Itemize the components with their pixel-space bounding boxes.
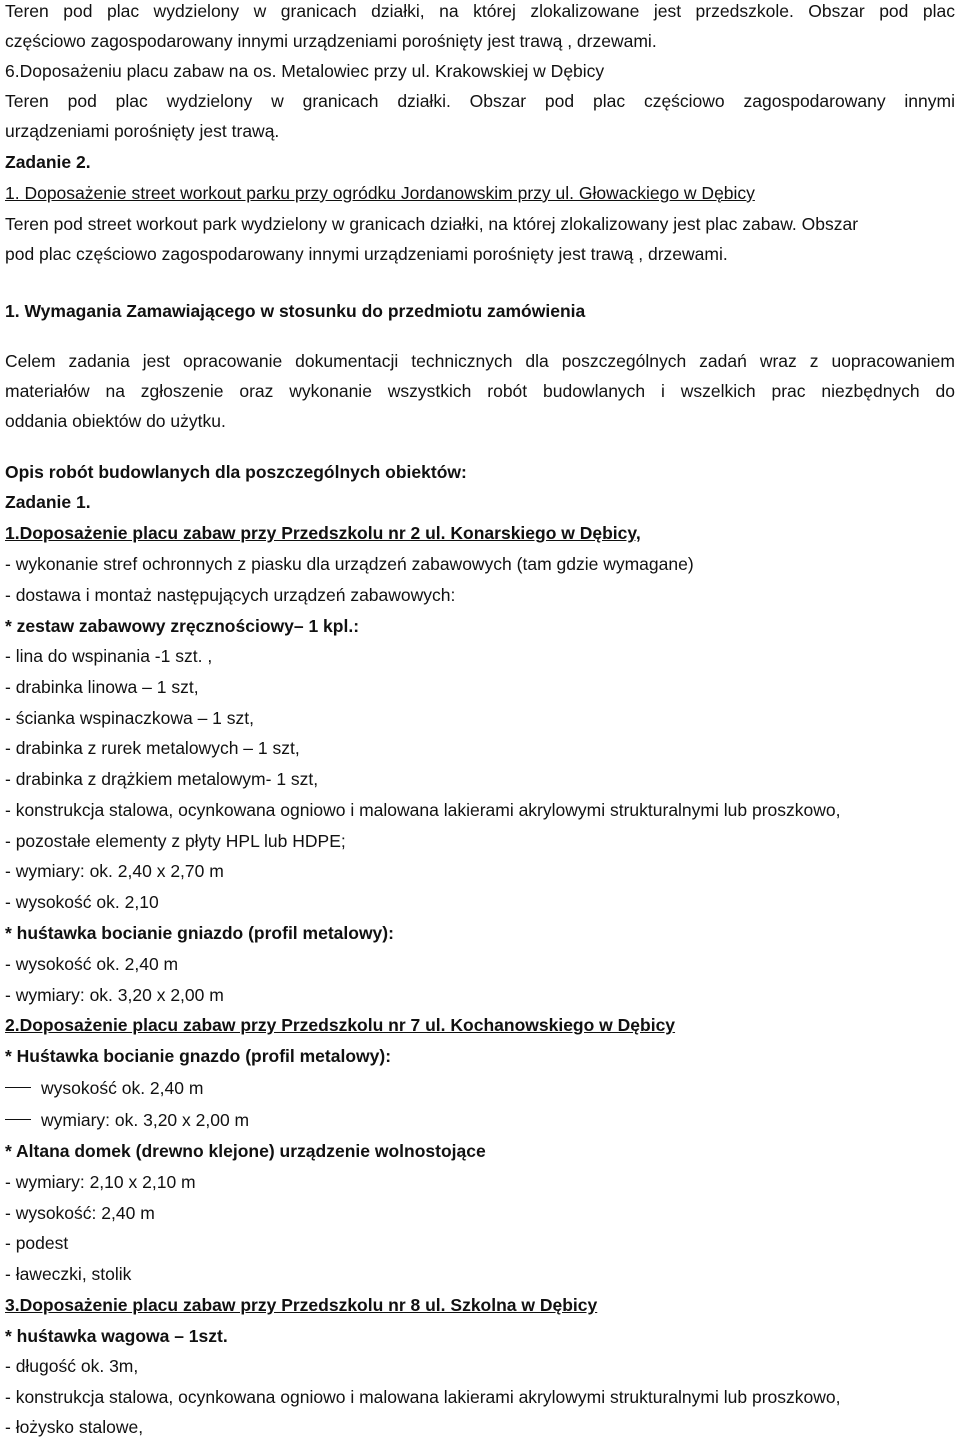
- list-item: - pozostałe elementy z płyty HPL lub HDPE;: [5, 831, 346, 851]
- list-item-text: wymiary: ok. 3,20 x 2,00 m: [41, 1110, 250, 1130]
- list-item: [5, 1077, 203, 1099]
- paragraph-line: oddania obiektów do użytku.: [5, 411, 226, 431]
- list-item: - wykonanie stref ochronnych z piasku dla urządzeń zabawowych (tam gdzie wymagane): [5, 554, 694, 574]
- list-item: - łożysko stalowe,: [5, 1417, 144, 1437]
- section-heading: 3.Doposażenie placu zabaw przy Przedszkolu nr 8 ul. Szkolna w Dębicy: [5, 1295, 598, 1315]
- list-item: - wysokość ok. 2,10: [5, 892, 159, 912]
- equipment-heading: * Altana domek (drewno klejone) urządzenie wolnostojące: [5, 1141, 486, 1161]
- section-heading: 6.Doposażeniu placu zabaw na os. Metalowiec przy ul. Krakowskiej w Dębicy: [5, 61, 605, 81]
- paragraph-line: pod plac częściowo zagospodarowany innymi urządzeniami porośnięty jest trawą , drzewami.: [5, 244, 728, 264]
- list-item: - wymiary: ok. 2,40 x 2,70 m: [5, 861, 224, 881]
- equipment-heading: * zestaw zabawowy zręcznościowy– 1 kpl.:: [5, 616, 360, 636]
- list-item: - konstrukcja stalowa, ocynkowana ogniowo i malowana lakierami akrylowymi strukturalnymi lub proszkowo,: [5, 1387, 841, 1407]
- list-item: - podest: [5, 1233, 69, 1253]
- subheading: Opis robót budowlanych dla poszczególnych obiektów:: [5, 462, 467, 482]
- paragraph-line: częściowo zagospodarowany innymi urządzeniami porośnięty jest trawą , drzewami.: [5, 31, 657, 51]
- task-heading: Zadanie 2.: [5, 152, 91, 172]
- paragraph-line: urządzeniami porośnięty jest trawą.: [5, 121, 280, 141]
- list-item: - długość ok. 3m,: [5, 1356, 139, 1376]
- section-heading: 2.Doposażenie placu zabaw przy Przedszkolu nr 7 ul. Kochanowskiego w Dębicy: [5, 1015, 676, 1035]
- list-item: - drabinka linowa – 1 szt,: [5, 677, 199, 697]
- chapter-heading: 1. Wymagania Zamawiającego w stosunku do przedmiotu zamówienia: [5, 301, 586, 321]
- list-item: - ławeczki, stolik: [5, 1264, 132, 1284]
- list-item: - wysokość: 2,40 m: [5, 1203, 155, 1223]
- list-item: - drabinka z drążkiem metalowym- 1 szt,: [5, 769, 319, 789]
- list-item: - ścianka wspinaczkowa – 1 szt,: [5, 708, 254, 728]
- equipment-heading: * Huśtawka bocianie gnazdo (profil metalowy):: [5, 1046, 392, 1066]
- dash-bullet-icon: [5, 1077, 41, 1099]
- paragraph-line: Teren pod plac wydzielony w granicach działki, na której zlokalizowane jest przedszkole. Obszar pod plac: [5, 1, 955, 21]
- paragraph-line: Teren pod plac wydzielony w granicach działki. Obszar pod plac częściowo zagospodarowany innymi: [5, 91, 955, 111]
- equipment-heading: * huśtawka bocianie gniazdo (profil metalowy):: [5, 923, 394, 943]
- task-heading: Zadanie 1.: [5, 492, 91, 512]
- list-item: - wysokość ok. 2,40 m: [5, 954, 179, 974]
- paragraph-line: Teren pod street workout park wydzielony w granicach działki, na której zlokalizowany jest plac zabaw. Obszar: [5, 214, 859, 234]
- section-heading: 1.Doposażenie placu zabaw przy Przedszkolu nr 2 ul. Konarskiego w Dębicy,: [5, 523, 641, 543]
- section-heading: 1. Doposażenie street workout parku przy ogródku Jordanowskim przy ul. Głowackiego w Dębicy: [5, 183, 755, 203]
- list-item: - konstrukcja stalowa, ocynkowana ogniowo i malowana lakierami akrylowymi strukturalnymi lub proszkowo,: [5, 800, 841, 820]
- list-item-text: wysokość ok. 2,40 m: [41, 1078, 204, 1098]
- list-item: - drabinka z rurek metalowych – 1 szt,: [5, 738, 300, 758]
- dash-bullet-icon: [5, 1109, 41, 1131]
- paragraph-line: Celem zadania jest opracowanie dokumentacji technicznych dla poszczególnych zadań wraz z uopracowaniem: [5, 351, 955, 371]
- list-item: - wymiary: 2,10 x 2,10 m: [5, 1172, 196, 1192]
- list-item: [5, 1109, 249, 1131]
- paragraph-line: materiałów na zgłoszenie oraz wykonanie wszystkich robót budowlanych i wszelkich prac niezbędnych do: [5, 381, 955, 401]
- list-item: - lina do wspinania -1 szt. ,: [5, 646, 213, 666]
- list-item: - dostawa i montaż następujących urządzeń zabawowych:: [5, 585, 456, 605]
- list-item: - wymiary: ok. 3,20 x 2,00 m: [5, 985, 224, 1005]
- equipment-heading: * huśtawka wagowa – 1szt.: [5, 1326, 228, 1346]
